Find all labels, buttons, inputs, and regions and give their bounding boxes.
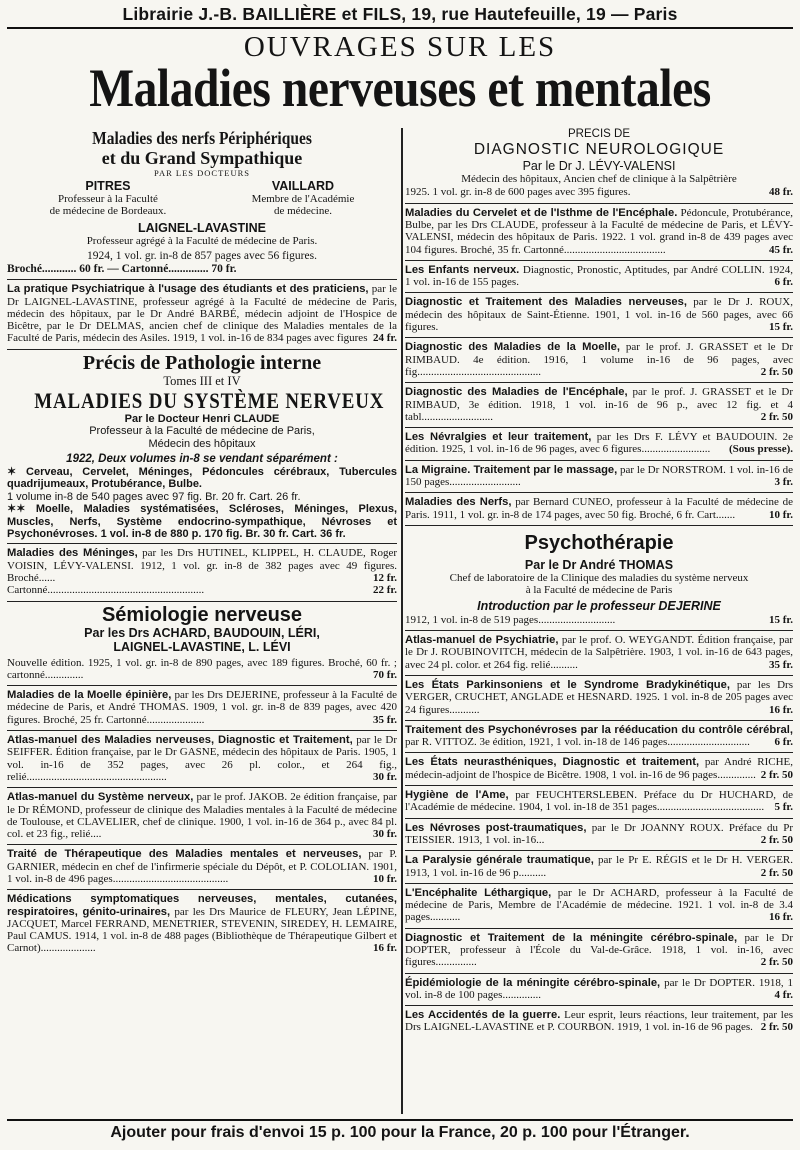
- separator: [7, 889, 397, 890]
- entry-title: Maladies du Cervelet et de l'Isthme de l'Encéphale.: [405, 206, 678, 219]
- entry-price: 2 fr. 50: [760, 833, 793, 846]
- entry-body: par le Dr NORSTROM. 1 vol. in-16 de 150 pages..........................: [405, 463, 793, 489]
- entry-price: 3 fr.: [774, 476, 793, 489]
- entry-price: 2 fr. 50: [760, 410, 793, 423]
- entry-price: (Sous presse).: [729, 443, 793, 456]
- entry-meninges: [7, 546, 397, 597]
- precis-vol1-line: 1 volume in-8 de 540 pages avec 97 fig. Br. 20 fr. Cart. 26 fr.: [7, 490, 301, 503]
- entry-title: Diagnostic des Maladies de l'Encéphale,: [405, 386, 628, 399]
- catalog-entry: [405, 495, 793, 522]
- entry-body: par le prof. O. WEYGANDT. Édition française, par le Dr J. ROUBINOVITCH, médecin de la Salpêtrière. 1903, 1 vol. in-16 de 643 pages, avec 24 pl. color. et 264 fig. relié..........: [405, 634, 793, 671]
- precis-title: Précis de Pathologie interne: [82, 351, 322, 374]
- entry-title: Médications symptomatiques nerveuses, mentales, cutanées, respiratoires, génito-urinaires,: [7, 893, 397, 918]
- entry-price: 30 fr.: [372, 770, 397, 783]
- author-role: Membre de l'Académie: [251, 193, 355, 205]
- entry-price: 16 fr.: [768, 703, 793, 716]
- separator: [405, 260, 793, 261]
- catalog-entry: [405, 788, 793, 815]
- author-pitres: [50, 179, 167, 218]
- separator: [405, 818, 793, 819]
- author-name: VAILLARD: [271, 179, 335, 193]
- precis-role: Médecin des hôpitaux: [148, 437, 256, 450]
- separator: [405, 382, 793, 383]
- entry-body: par le Dr JOANNY ROUX. Préface du Pr TEISSIER. 1913, 1 vol. in-16...: [405, 821, 793, 846]
- entry-price: 15 fr.: [768, 321, 793, 334]
- separator: [405, 292, 793, 293]
- catalog-entry: [405, 931, 793, 970]
- separator: [405, 1005, 793, 1006]
- entry-price: 4 fr.: [774, 988, 793, 1001]
- entry-price: 70 fr.: [372, 668, 397, 681]
- separator: [405, 460, 793, 461]
- entry-title: Maladies de la Moelle épinière,: [7, 689, 172, 702]
- entry-price: 2 fr. 50: [760, 768, 793, 781]
- separator: [7, 787, 397, 788]
- catalog-entry: [405, 263, 793, 290]
- shipping-footer: Ajouter pour frais d'envoi 15 p. 100 pour la France, 20 p. 100 pour l'Étranger.: [7, 1119, 793, 1142]
- entry-title: La Paralysie générale traumatique,: [405, 854, 594, 867]
- psycho-author: Par le Dr André THOMAS: [524, 557, 674, 572]
- entry-price: 10 fr.: [768, 508, 793, 521]
- nerfs-title-1: Maladies des nerfs Périphériques: [92, 128, 312, 148]
- nerfs-par: PAR LES DOCTEURS: [154, 168, 250, 178]
- entry-price: 30 fr.: [372, 828, 397, 841]
- entry-title: Épidémiologie de la méningite cérébro-spinale,: [405, 976, 661, 989]
- entry-title: Les Accidentés de la guerre.: [405, 1009, 561, 1022]
- separator: [405, 203, 793, 204]
- entry-body: Diagnostic, Pronostic, Aptitudes, par André COLLIN. 1924, 1 vol. in-16 de 155 pages.: [405, 263, 793, 289]
- entry-title: Les Enfants nerveux.: [405, 263, 520, 276]
- star-icon: ✶✶: [7, 503, 26, 516]
- precis-vol2: ✶✶ Moelle, Maladies systématisées, Scléroses, Méninges, Plexus, Muscles, Nerfs, Système endocrino-sympathique, Névroses et Psychonévroses. 1 vol. in-8 de 880 p. 170 fig. Br. 30 fr. Cart. 36 fr.: [7, 503, 397, 540]
- entry-price: 2 fr. 50: [760, 956, 793, 969]
- left-entries: [7, 685, 397, 956]
- diagnostic-title: DIAGNOSTIC NEUROLOGIQUE: [473, 141, 725, 158]
- psycho-intro: Introduction par le professeur DEJERINE: [477, 598, 721, 613]
- entry-body: par les Drs F. LÉVY et BAUDOUIN. 2e édition. 1925, 1 vol. in-16 de 96 pages, avec 6 figures.........................: [405, 431, 793, 456]
- semiologie-block: [7, 604, 397, 683]
- entry-price: 35 fr.: [768, 658, 793, 671]
- catalog-entry: [405, 853, 793, 880]
- entry-price: 12 fr.: [372, 571, 397, 584]
- left-column: [7, 128, 397, 1100]
- entry-body: par P. GARNIER, médecin en chef de l'infirmerie spéciale du Dépôt, et P. COLOLIAN. 1901, 1 vol. in-8 de 496 pages..........................................: [7, 848, 397, 885]
- entry-title: Diagnostic et Traitement de la méningite cérébro-spinale,: [405, 931, 738, 944]
- entry-price: 35 fr.: [372, 713, 397, 726]
- catalog-entry: [405, 755, 793, 782]
- catalog-page: [7, 4, 793, 1142]
- separator: [405, 492, 793, 493]
- separator: [405, 337, 793, 338]
- catalog-entry: [405, 723, 793, 750]
- entry-body: par le Dr SEIFFER. Édition française, par le Dr GASNE, médecin des hôpitaux de Paris. 1905, 1 vol. in-16 de 352 pages, avec 26 pl. color., et 264 fig., relié...................................................: [7, 734, 397, 783]
- catalog-entry: [405, 821, 793, 848]
- entry-title: Traitement des Psychonévroses par la rééducation du contrôle cérébral,: [405, 723, 793, 736]
- entry-body: par le Dr LAIGNEL-LAVASTINE, professeur agrégé à la Faculté de médecine de Paris, médecin des hôpitaux, par le Dr André BARBÉ, médecin adjoint de l'Hospice de Bicêtre, par le Dr DELMAS, ancien chef de clinique des Maladies mentales de la Faculté de Paris, médecin des Asiles. 1919, 1 vol. in-16 de 834 pages avec figures: [7, 283, 397, 345]
- precis-pathologie-block: [7, 352, 397, 541]
- author-name: PITRES: [85, 179, 131, 193]
- separator: [405, 850, 793, 851]
- separator: [405, 883, 793, 884]
- separator: [405, 675, 793, 676]
- entry-body: par les Drs Maurice de FLEURY, Jean LÉPINE, JACQUET, Marcel FERRAND, MENETRIER, STEVENIN, SIREDEY, H. LEMAIRE, Paul CAMUS. 1914, 1 vol. in-8 de 488 pages (Bibliothèque de Thérapeutique Gilbert et Carnot)....................: [7, 905, 397, 955]
- entry-title: Atlas-manuel des Maladies nerveuses, Diagnostic et Traitement,: [7, 734, 353, 747]
- psycho-role: Chef de laboratoire de la Clinique des maladies du système nerveux: [449, 571, 749, 584]
- entry-title: Maladies des Nerfs,: [405, 496, 512, 509]
- author-role: Professeur agrégé à la Faculté de médecine de Paris.: [86, 234, 318, 247]
- catalog-entry: [7, 790, 397, 841]
- entry-title: Les États neurasthéniques, Diagnostic et traitement,: [405, 756, 700, 769]
- entry-psychiatrique: [7, 282, 397, 345]
- right-column: [405, 128, 793, 1100]
- separator: [405, 525, 793, 526]
- precis-author: Par le Docteur Henri CLAUDE: [124, 412, 280, 425]
- right-entries-bottom: [405, 630, 793, 1035]
- separator: [7, 543, 397, 544]
- entry-title: Diagnostic des Maladies de la Moelle,: [405, 341, 621, 354]
- entry-price: 2 fr. 50: [760, 365, 793, 378]
- catalog-entry: [405, 463, 793, 490]
- author-laignel: LAIGNEL-LAVASTINE: [137, 220, 266, 235]
- entry-price: 16 fr.: [768, 911, 793, 924]
- entry-body: par les Drs VERGER, CRUCHET, ANGLADE et HESNARD. 1925. 1 vol. in-8 de 205 pages avec 24 figures...........: [405, 678, 793, 716]
- entry-body: par le prof. J. GRASSET et le Dr RIMBAUD. 4e édition. 1916, 1 volume in-16 de 96 pages, avec fig.............................................: [405, 341, 793, 378]
- precis-maladies: MALADIES DU SYSTÈME NERVEUX: [34, 387, 385, 413]
- entry-title: La Migraine. Traitement par le massage,: [405, 463, 618, 476]
- catalog-entry: [7, 733, 397, 784]
- catalog-entry: [405, 886, 793, 925]
- entry-price: 5 fr.: [774, 801, 793, 814]
- nerfs-title-2: et du Grand Sympathique: [101, 148, 303, 168]
- psychotherapie-block: [405, 532, 793, 627]
- psycho-line: 1912, 1 vol. in-8 de 519 pages............................ 15 fr.: [405, 613, 793, 626]
- nerfs-price: Broché............ 60 fr. — Cartonné.............. 70 fr.: [7, 263, 237, 276]
- semiologie-title: Sémiologie nerveuse: [101, 603, 303, 626]
- right-entries-top: [405, 203, 793, 522]
- entry-body: par le Dr J. ROUX, médecin des hôpitaux de Saint-Étienne. 1901, 1 vol. in-16 de 560 pages, avec 66 figures.: [405, 296, 793, 334]
- nerfs-authors: [7, 179, 397, 218]
- entry-body: par FEUCHTERSLEBEN. Préface du Dr HUCHARD, de l'Académie de médecine. 1904, 1 vol. in-18 de 351 pages.......................................: [405, 789, 793, 814]
- entry-body: par le prof. JAKOB. 2e édition française, par le Dr RÉMOND, professeur de clinique des Maladies mentales à la Faculté de médecine de Toulouse, et CLAVELIER, chef de clinique. 1900, 1 vol. in-16 de 364 p., avec 84 pl. col. et 23 fig., relié....: [7, 791, 397, 841]
- separator: [7, 685, 397, 686]
- precis-label: PRÉCIS DE: [568, 128, 630, 140]
- entry-body: par les Drs HUTINEL, KLIPPEL, H. CLAUDE, Roger VOISIN, LÉVY-VALENSI. 1912, 1 vol. gr. in-8 de 382 pages avec 49 figures. Broché......: [7, 547, 397, 584]
- separator: [405, 973, 793, 974]
- separator: [7, 730, 397, 731]
- entry-title: Les États Parkinsoniens et le Syndrome Bradykinétique,: [405, 678, 730, 691]
- entry-body: par R. VITTOZ. 3e édition, 1921, 1 vol. in-18 de 146 pages..............................: [405, 736, 750, 749]
- separator: [7, 349, 397, 350]
- ouvrages-heading: OUVRAGES SUR LES: [243, 31, 557, 63]
- entry-price: 48 fr.: [768, 186, 793, 199]
- diagnostic-role: Médecin des hôpitaux, Ancien chef de clinique à la Salpêtrière: [461, 173, 737, 185]
- catalog-entry: [7, 688, 397, 727]
- separator: [405, 928, 793, 929]
- psycho-role: à la Faculté de médecine de Paris: [525, 584, 673, 597]
- entry-price: 10 fr.: [372, 873, 397, 885]
- catalog-entry: [405, 976, 793, 1003]
- psycho-title: Psychothérapie: [524, 531, 674, 554]
- columns: [7, 128, 793, 1100]
- main-title: Maladies nerveuses et mentales: [89, 58, 711, 118]
- author-vaillard: [252, 179, 355, 218]
- entry-body: par André RICHE, médecin-adjoint de l'hospice de Bicêtre. 1908, 1 vol. in-16 de 96 pages..............: [405, 756, 793, 781]
- entry-body: par le Pr E. RÉGIS et le Dr H. VERGER. 1913, 1 vol. in-16 de 96 p..........: [405, 854, 793, 879]
- separator: [7, 279, 397, 280]
- entry-title: Atlas-manuel du Système nerveux,: [7, 791, 194, 804]
- entry-title: L'Encéphalite Léthargique,: [405, 886, 552, 899]
- entry-title: Atlas-manuel de Psychiatrie,: [405, 634, 559, 647]
- nerfs-block: [7, 128, 397, 276]
- diagnostic-line: 1925. 1 vol. gr. in-8 de 600 pages avec 395 figures. 48 fr.: [405, 186, 793, 199]
- semiologie-desc: Nouvelle édition. 1925, 1 vol. gr. in-8 de 890 pages, avec 189 figures. Broché, 60 fr. ; cartonné.............. 70 fr.: [7, 656, 397, 681]
- entry-title: La pratique Psychiatrique à l'usage des étudiants et des praticiens,: [7, 283, 369, 296]
- entry-price: 15 fr.: [768, 613, 793, 626]
- entry-title: Les Névralgies et leur traitement,: [405, 431, 592, 444]
- entry-body: Cartonné.........................................................: [7, 584, 205, 597]
- catalog-entry: [405, 385, 793, 424]
- separator: [405, 630, 793, 631]
- entry-title: Diagnostic et Traitement des Maladies nerveuses,: [405, 296, 687, 309]
- diagnostic-author: Par le Dr J. LÉVY-VALENSI: [522, 159, 676, 173]
- precis-role: Professeur à la Faculté de médecine de Paris,: [89, 425, 315, 438]
- catalog-entry: [405, 633, 793, 672]
- entry-title: Traité de Thérapeutique des Maladies mentales et nerveuses,: [7, 848, 362, 861]
- semiologie-authors: LAIGNEL-LAVASTINE, L. LÉVI: [113, 639, 291, 654]
- catalog-entry: [405, 295, 793, 334]
- entry-body: par le prof. J. GRASSET et le Dr RIMBAUD, 3e édition. 1918, 1 vol. in-16 de 96 p., avec 12 fig. et 4 tabl..........................: [405, 386, 793, 423]
- precis-vol1: ✶ Cerveau, Cervelet, Méninges, Pédoncules cérébraux, Tubercules quadrijumeaux, Protubérance, Bulbe.: [7, 465, 397, 491]
- catalog-entry: [7, 847, 397, 886]
- catalog-entry: [405, 340, 793, 379]
- author-role: de médecine de Bordeaux.: [49, 205, 167, 218]
- star-icon: ✶: [7, 465, 17, 478]
- separator: [405, 752, 793, 753]
- entry-title: Maladies des Méninges,: [7, 547, 138, 560]
- separator: [7, 844, 397, 845]
- entry-price: 22 fr.: [372, 584, 397, 597]
- entry-body: par Bernard CUNEO, professeur à la Faculté de médecine de Paris. 1911, 1 vol. gr. in-8 de 174 pages, avec 50 fig. Broché, 6 fr. Cart.......: [405, 496, 793, 521]
- entry-price: 16 fr.: [372, 942, 397, 955]
- catalog-entry: [7, 892, 397, 955]
- author-role: de médecine.: [273, 205, 332, 218]
- entry-title: Les Névroses post-traumatiques,: [405, 821, 587, 834]
- entry-price: 6 fr.: [774, 736, 793, 749]
- catalog-entry: [405, 1008, 793, 1035]
- entry-body: par le Dr ACHARD, professeur à la Faculté de médecine de Paris, Membre de l'Académie de médecine. 1921. 1 vol. in-8 de 3.4 pages...........: [405, 886, 793, 924]
- entry-price: 45 fr.: [768, 243, 793, 256]
- catalog-entry: [405, 678, 793, 717]
- separator: [405, 427, 793, 428]
- semiologie-authors: Par les Drs ACHARD, BAUDOUIN, LÉRI,: [84, 625, 320, 640]
- diagnostic-block: [405, 128, 793, 200]
- separator: [405, 720, 793, 721]
- entry-price: 24 fr.: [372, 332, 397, 345]
- precis-note: 1922, Deux volumes in-8 se vendant séparément :: [66, 452, 338, 465]
- entry-price: 2 fr. 50: [760, 866, 793, 879]
- author-role: Professeur à la Faculté: [58, 193, 158, 205]
- entry-body: par les Drs DEJERINE, professeur à la Faculté de médecine de Paris, et André THOMAS. 1909, 1 vol. gr. in-8 de 839 pages, avec 420 figures. Broché, 25 fr. Cartonné.....................: [7, 689, 397, 726]
- entry-price: 2 fr. 50: [760, 1021, 793, 1034]
- entry-body: par le Dr DOPTER. 1918, 1 vol. in-8 de 100 pages..............: [405, 976, 793, 1001]
- catalog-entry: [405, 206, 793, 257]
- precis-tomes: Tomes III et IV: [163, 373, 241, 388]
- separator: [405, 785, 793, 786]
- entry-body: par le Dr DOPTER, professeur à l'École du Val-de-Grâce. 1918, 1 vol. in-16, avec figures...............: [405, 931, 793, 969]
- entry-body: Leur esprit, leurs réactions, leur traitement, par les Drs LAIGNEL-LAVASTINE et P. COURBON. 1919, 1 vol. in-16 de 96 pages.: [405, 1009, 793, 1034]
- publisher-header: Librairie J.-B. BAILLIÈRE et FILS, 19, rue Hautefeuille, 19 — Paris: [7, 4, 793, 29]
- nerfs-desc: 1924, 1 vol. gr. in-8 de 857 pages avec 56 figures.: [87, 250, 317, 263]
- separator: [7, 601, 397, 602]
- entry-title: Hygiène de l'Ame,: [405, 789, 509, 802]
- entry-body: Pédoncule, Protubérance, Bulbe, par les Drs CLAUDE, professeur à la Faculté de médecine de Paris, et LÉVY-VALENSI, médecin des hôpitaux de Paris. 1922. 1 vol. grand in-8 de 439 pages avec 104 figures. Broché, 35 fr. Cartonné.....................................: [405, 206, 793, 256]
- entry-price: 6 fr.: [774, 276, 793, 289]
- catalog-entry: [405, 430, 793, 457]
